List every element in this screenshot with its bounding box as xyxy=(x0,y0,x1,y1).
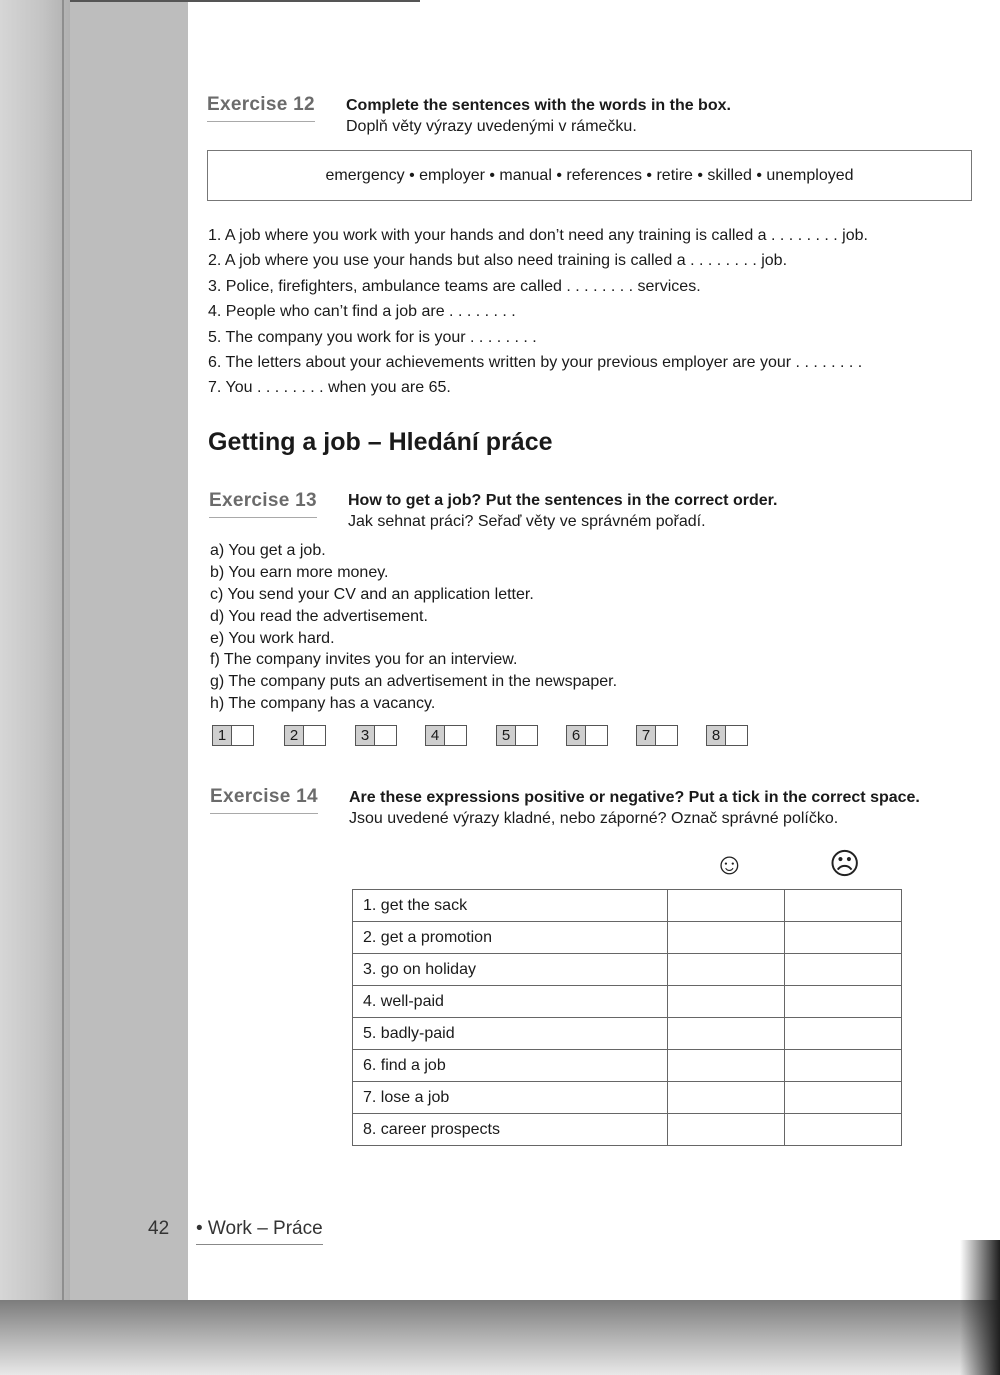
order-number: 5 xyxy=(496,725,516,746)
expression-cell: 4. well-paid xyxy=(353,986,668,1018)
table-row xyxy=(353,1114,902,1146)
order-box-8[interactable] xyxy=(706,725,748,746)
table-row xyxy=(353,890,902,922)
top-page-line xyxy=(70,0,420,2)
answer-blank[interactable] xyxy=(656,725,678,746)
page-number: 42 xyxy=(148,1218,170,1239)
page-edge-line xyxy=(62,0,64,1300)
negative-tick-cell[interactable] xyxy=(785,954,902,986)
order-number: 4 xyxy=(425,725,445,746)
negative-tick-cell[interactable] xyxy=(785,890,902,922)
table-row xyxy=(353,1018,902,1050)
exercise-13-label: Exercise 13 xyxy=(209,490,317,518)
negative-tick-cell[interactable] xyxy=(785,1082,902,1114)
exercise-14-title-cz: Jsou uvedené výrazy kladné, nebo záporné? Označ správné políčko. xyxy=(349,810,839,827)
positive-tick-cell[interactable] xyxy=(668,1050,785,1082)
smiley-face-icon: ☺ xyxy=(714,848,745,881)
expression-cell: 7. lose a job xyxy=(353,1082,668,1114)
exercise-12-label: Exercise 12 xyxy=(207,94,315,122)
answer-blank[interactable] xyxy=(726,725,748,746)
exercise-12-title-en: Complete the sentences with the words in the box. xyxy=(346,97,731,114)
order-number: 2 xyxy=(284,725,304,746)
list-item: g) The company puts an advertisement in the newspaper. xyxy=(210,673,618,691)
list-item: a) You get a job. xyxy=(210,542,326,559)
expression-cell: 2. get a promotion xyxy=(353,922,668,954)
sad-face-icon: ☹ xyxy=(829,848,861,881)
negative-tick-cell[interactable] xyxy=(785,1018,902,1050)
exercise-14-instructions xyxy=(349,787,920,829)
order-box-6[interactable] xyxy=(566,725,608,746)
answer-blank[interactable] xyxy=(232,725,254,746)
list-item: 7. You . . . . . . . . when you are 65. xyxy=(208,379,451,397)
negative-tick-cell[interactable] xyxy=(785,986,902,1018)
positive-tick-cell[interactable] xyxy=(668,1082,785,1114)
list-item: 3. Police, firefighters, ambulance teams are called . . . . . . . . services. xyxy=(208,277,701,295)
grey-side-band xyxy=(70,0,188,1300)
answer-blank[interactable] xyxy=(375,725,397,746)
negative-tick-cell[interactable] xyxy=(785,922,902,954)
positive-tick-cell[interactable] xyxy=(668,954,785,986)
positive-tick-cell[interactable] xyxy=(668,922,785,954)
order-box-7[interactable] xyxy=(636,725,678,746)
exercise-12-sentence-list xyxy=(208,223,868,401)
expression-cell: 5. badly-paid xyxy=(353,1018,668,1050)
table-row xyxy=(353,1050,902,1082)
expression-cell: 6. find a job xyxy=(353,1050,668,1082)
footer-section-title: • Work – Práce xyxy=(196,1218,323,1245)
answer-blank[interactable] xyxy=(516,725,538,746)
positive-tick-cell[interactable] xyxy=(668,986,785,1018)
order-box-4[interactable] xyxy=(425,725,467,746)
expressions-table xyxy=(352,889,902,1146)
expression-cell: 3. go on holiday xyxy=(353,954,668,986)
order-box-5[interactable] xyxy=(496,725,538,746)
negative-tick-cell[interactable] xyxy=(785,1114,902,1146)
page-edge-left xyxy=(0,0,70,1300)
order-number: 8 xyxy=(706,725,726,746)
order-box-2[interactable] xyxy=(284,725,326,746)
list-item: 4. People who can’t find a job are . . . . . . . . xyxy=(208,303,516,321)
positive-tick-cell[interactable] xyxy=(668,1018,785,1050)
exercise-14-title-en: Are these expressions positive or negative? Put a tick in the correct space. xyxy=(349,789,920,806)
exercise-12-title-cz: Doplň věty výrazy uvedenými v rámečku. xyxy=(346,118,637,135)
word-box-text: emergency • employer • manual • references • retire • skilled • unemployed xyxy=(325,166,854,184)
table-row xyxy=(353,922,902,954)
list-item: f) The company invites you for an interview. xyxy=(210,651,518,669)
list-item: 1. A job where you work with your hands and don’t need any training is called a . . . . . . . . job. xyxy=(208,227,868,244)
expression-cell: 8. career prospects xyxy=(353,1114,668,1146)
list-item: e) You work hard. xyxy=(210,629,335,647)
list-item: b) You earn more money. xyxy=(210,563,389,581)
list-item: h) The company has a vacancy. xyxy=(210,695,436,713)
table-row xyxy=(353,1082,902,1114)
exercise-14-label: Exercise 14 xyxy=(210,786,318,814)
order-number: 1 xyxy=(212,725,232,746)
order-box-1[interactable] xyxy=(212,725,254,746)
negative-tick-cell[interactable] xyxy=(785,1050,902,1082)
word-box xyxy=(207,150,972,201)
order-box-3[interactable] xyxy=(355,725,397,746)
list-item: d) You read the advertisement. xyxy=(210,607,428,625)
table-row xyxy=(353,986,902,1018)
answer-blank[interactable] xyxy=(445,725,467,746)
positive-tick-cell[interactable] xyxy=(668,1114,785,1146)
order-number: 7 xyxy=(636,725,656,746)
answer-blank[interactable] xyxy=(586,725,608,746)
exercise-13-title-cz: Jak sehnat práci? Seřaď věty ve správném pořadí. xyxy=(348,513,706,530)
answer-blank[interactable] xyxy=(304,725,326,746)
list-item: 2. A job where you use your hands but also need training is called a . . . . . . . . job. xyxy=(208,252,788,270)
exercise-13-title-en: How to get a job? Put the sentences in the correct order. xyxy=(348,492,778,509)
table-row xyxy=(353,954,902,986)
list-item: 5. The company you work for is your . . . . . . . . xyxy=(208,328,537,346)
exercise-13-instructions xyxy=(348,490,777,532)
order-number: 6 xyxy=(566,725,586,746)
positive-tick-cell[interactable] xyxy=(668,890,785,922)
page-bottom-edge xyxy=(0,1300,1000,1375)
list-item: c) You send your CV and an application letter. xyxy=(210,585,534,603)
section-heading: Getting a job – Hledání práce xyxy=(208,428,553,456)
exercise-12-instructions xyxy=(346,95,731,137)
order-number: 3 xyxy=(355,725,375,746)
page-right-shadow xyxy=(960,1240,1000,1375)
exercise-13-sentence-list xyxy=(210,540,617,715)
expression-cell: 1. get the sack xyxy=(353,890,668,922)
list-item: 6. The letters about your achievements written by your previous employer are your . . . . . . . . xyxy=(208,353,863,371)
